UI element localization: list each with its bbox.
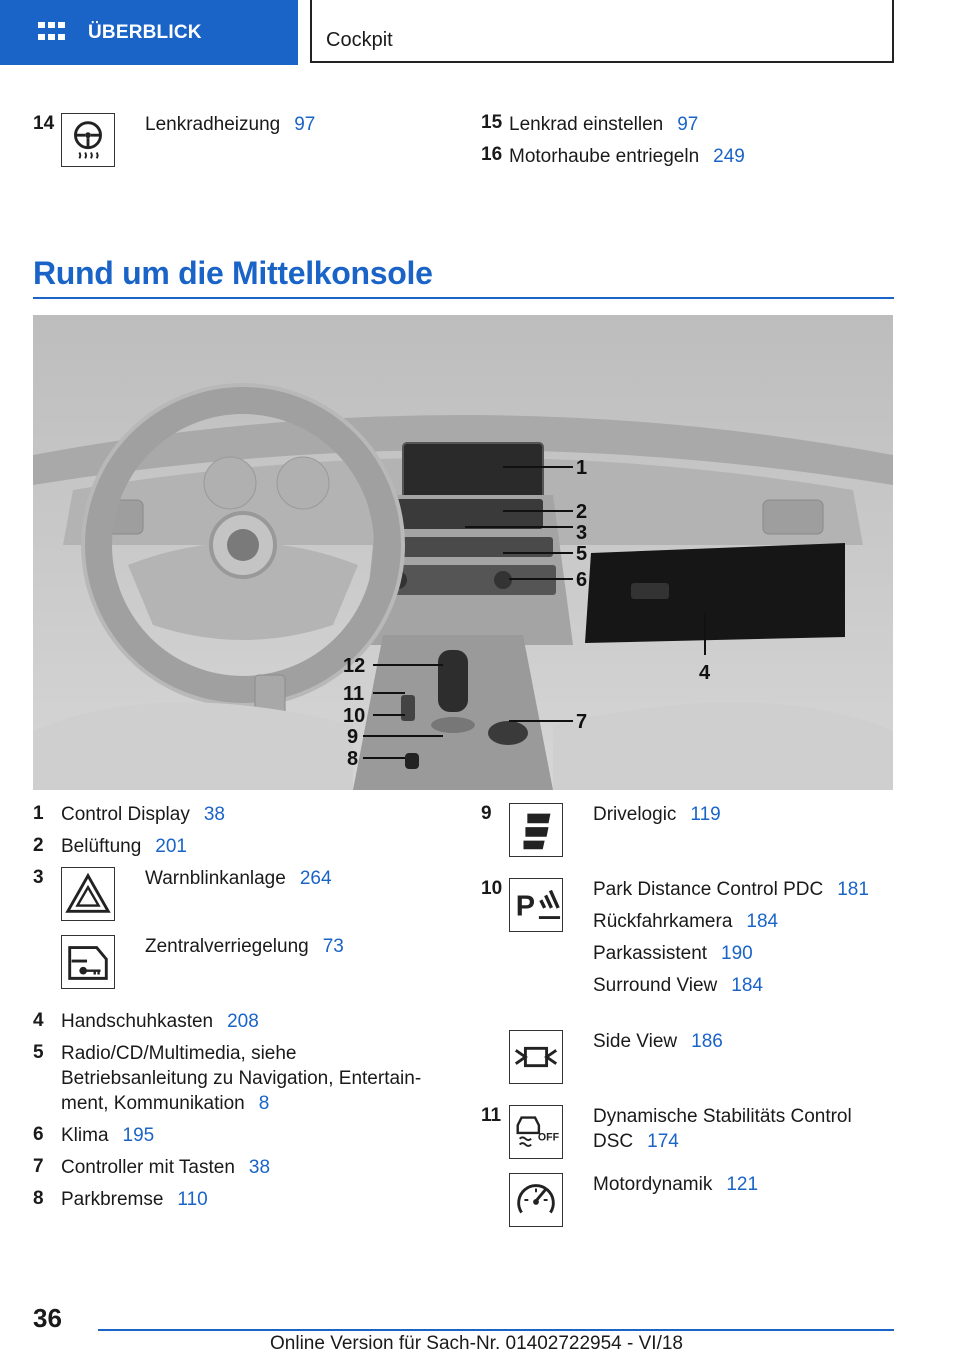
list-item-warnblinkanlage [145,866,332,891]
list-item-lenkrad-einstellen [509,112,698,137]
callout-label: 3 [576,522,588,544]
item-label: Controller mit Tasten [61,1157,235,1178]
item-label: Park Distance Control PDC [593,879,824,900]
page-ref-link[interactable]: 181 [837,879,869,900]
list-item-dsc [593,1104,852,1154]
item-label: Parkassistent [593,943,708,964]
section-title-box [310,0,894,63]
cockpit-illustration [33,315,893,790]
grid-menu-icon [38,22,66,44]
footer-text: Online Version für Sach-Nr. 01402722954 - VI/18 [270,1333,683,1354]
item-label: Surround View [593,975,718,996]
list-item-rueckfahrkamera [593,909,778,934]
page-ref-link[interactable]: 174 [647,1131,679,1152]
page-ref-link[interactable]: 73 [322,936,344,957]
page-number: 36 [33,1303,62,1333]
item-label: Motordynamik [593,1174,713,1195]
list-item-surround-view [593,973,763,998]
park-distance-control-icon [509,878,563,932]
page-ref-link[interactable]: 184 [731,975,763,996]
list-item-parkbremse [61,1187,208,1212]
item-label: Motorhaube entriegeln [509,146,700,167]
callout-label: 6 [576,569,588,591]
item-number: 5 [33,1042,44,1063]
item-number: 6 [33,1124,44,1145]
item-label: Side View [593,1031,678,1052]
callout-label: 7 [576,711,588,733]
svg-text:P: P [515,890,536,923]
list-item-motorhaube [509,144,745,169]
central-locking-icon [61,935,115,989]
heading-divider [33,297,894,299]
list-item-radio [61,1041,421,1116]
list-item-belueftung [61,834,187,859]
list-item-zentralverriegelung [145,934,344,959]
callout-label: 11 [343,683,365,705]
item-number: 15 [481,112,503,133]
list-item-pdc [593,877,869,902]
page-ref-link[interactable]: 8 [258,1093,270,1114]
overview-tab-label: ÜBERBLICK [88,21,202,43]
item-label: Klima [61,1125,109,1146]
heated-steering-wheel-icon [61,113,115,167]
callout-label: 4 [699,662,711,684]
item-number: 11 [481,1105,502,1126]
callout-label: 1 [576,457,588,479]
section-title: Cockpit [326,29,393,51]
section-heading: Rund um die Mittelkonsole [33,255,433,291]
item-label: Zentralverriegelung [145,936,309,957]
page-ref-link[interactable]: 249 [713,146,745,167]
footer-divider [98,1329,894,1331]
item-label: Handschuhkasten [61,1011,214,1032]
item-label-line: Radio/CD/Multimedia, siehe [61,1043,297,1064]
list-item-control-display [61,802,225,827]
drivelogic-icon [509,803,563,857]
overview-tab[interactable] [0,0,298,65]
page-ref-link[interactable]: 201 [155,836,187,857]
item-number: 9 [481,803,492,824]
callout-label: 2 [576,501,588,523]
list-item-lenkradheizung [145,112,315,137]
callout-label: 10 [343,705,366,727]
item-label-line: ment, Kommunikation [61,1093,245,1114]
page-ref-link[interactable]: 110 [177,1189,208,1210]
item-label: Lenkrad einstellen [509,114,664,135]
item-label-line: Dynamische Stabilitäts Control [593,1106,852,1127]
page-ref-link[interactable]: 119 [690,804,721,825]
callout-label: 5 [576,543,588,565]
motor-dynamics-icon [509,1173,563,1227]
item-label: Belüftung [61,836,142,857]
hazard-warning-icon [61,867,115,921]
item-number: 3 [33,867,44,888]
item-number: 1 [33,803,44,824]
item-label: Parkbremse [61,1189,164,1210]
page-ref-link[interactable]: 186 [691,1031,723,1052]
item-label: Warnblinkanlage [145,868,286,889]
list-item-klima [61,1123,154,1148]
page-ref-link[interactable]: 38 [248,1157,271,1178]
side-view-camera-icon [509,1030,563,1084]
callout-label: 8 [347,748,359,770]
item-label: Rückfahrkamera [593,911,733,932]
item-number: 2 [33,835,44,856]
callout-label: 9 [347,726,359,748]
list-item-handschuhkasten [61,1009,259,1034]
page-ref-link[interactable]: 38 [203,804,225,825]
page-ref-link[interactable]: 97 [677,114,699,135]
item-number: 10 [481,878,503,899]
list-item-controller [61,1155,270,1180]
page-ref-link[interactable]: 97 [294,114,316,135]
list-item-parkassistent [593,941,753,966]
item-label: Drivelogic [593,804,677,825]
item-number: 8 [33,1188,44,1209]
list-item-side-view [593,1029,723,1054]
callout-label: 12 [343,655,366,677]
item-number: 16 [481,144,503,165]
page-ref-link[interactable]: 208 [227,1011,259,1032]
list-item-drivelogic [593,802,721,827]
page-ref-link[interactable]: 195 [122,1125,155,1146]
dsc-off-icon-text: OFF [537,1131,560,1144]
item-number: 7 [33,1156,44,1177]
dsc-off-icon [509,1105,563,1159]
item-label: Control Display [61,804,190,825]
item-label: Lenkradheizung [145,114,281,135]
page-ref-link[interactable]: 184 [746,911,779,932]
page-ref-link[interactable]: 190 [721,943,753,964]
item-number: 14 [33,113,55,134]
list-item-motordynamik [593,1172,758,1197]
page-ref-link[interactable]: 121 [726,1174,759,1195]
item-label-line: DSC [593,1131,634,1152]
page-ref-link[interactable]: 264 [299,868,332,889]
item-number: 4 [33,1010,44,1031]
item-label-line: Betriebsanleitung zu Navigation, Entertain- [61,1068,422,1089]
